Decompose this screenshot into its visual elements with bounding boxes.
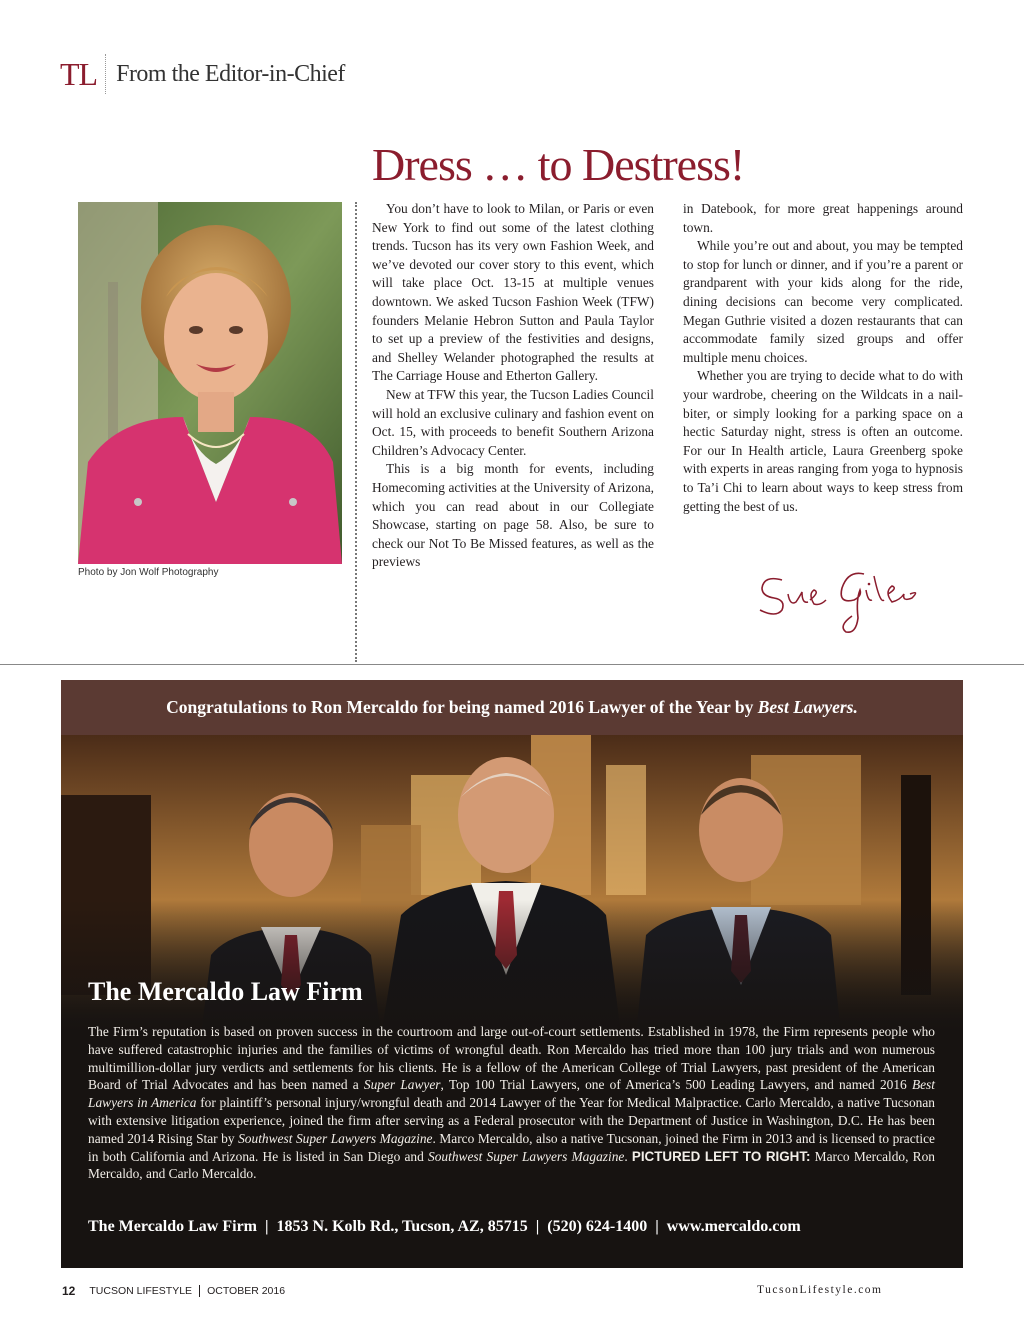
page-number: 12: [62, 1284, 76, 1298]
law-firm-advertisement: [61, 680, 963, 1268]
column-divider: [355, 202, 357, 662]
ad-text-emphasis: Super Lawyer: [363, 1077, 441, 1093]
contact-address: 1853 N. Kolb Rd., Tucson, AZ, 85715: [276, 1218, 528, 1235]
contact-separator: |: [655, 1218, 659, 1235]
paragraph: Whether you are trying to decide what to do with your wardrobe, cheering on the Wildcats in a nail-biter, or simply looking for a parking space on a hectic Saturday night, stress is often an outcome. For our In Health article, Laura Greenberg spoke with experts in areas ranging from yoga to hypnosis to Ta’i Chi to learn about ways to keep stress from getting the best of us.: [683, 368, 963, 514]
ad-body-text: [88, 1023, 935, 1183]
editor-signature: [752, 560, 922, 645]
ad-text: , Top 100 Trial Lawyers, one of America’s 500 Leading Lawyers, and named 2016: [440, 1077, 912, 1093]
contact-phone: (520) 624-1400: [547, 1218, 648, 1235]
ad-text: for plaintiff’s personal injury/wrongful death and 2014 Lawyer of the Year for Medical Malpractice. Carlo Mercaldo, a native Tucsonan with extensive litigation experience, joined the firm after serving as a Federal prosecutor with the Department of Justice in Washington, D.C. He has been named 2014 Rising Star by: [88, 1095, 935, 1146]
section-rule: [0, 664, 1024, 665]
ad-text: The Firm’s reputation is based on proven success in the courtroom and large out-of-court settlements. Established in 1978, the Firm represents people who have suffered catastrophic injuries and the families of victims of wrongful death. Ron Mercaldo has tried more than 100 jury trials and won numerous multimillion-dollar jury verdicts and settlements for his clients. He is a fellow of the American College of Trial Lawyers, past president of the American Board of Trial Advocates and has been named a: [88, 1024, 935, 1093]
ad-firm-name: The Mercaldo Law Firm: [88, 977, 363, 1006]
ad-text-emphasis: Best Lawyers in America: [88, 1077, 935, 1111]
contact-separator: |: [265, 1218, 269, 1235]
contact-website[interactable]: www.mercaldo.com: [666, 1218, 801, 1235]
editor-photo: [78, 202, 342, 564]
header-divider: [105, 54, 106, 94]
issue-date: OCTOBER 2016: [207, 1285, 286, 1297]
paragraph: in Datebook, for more great happenings around town.: [683, 201, 963, 235]
ad-banner-text: Congratulations to Ron Mercaldo for being named 2016 Lawyer of the Year by: [166, 697, 758, 717]
photo-credit: Photo by Jon Wolf Photography: [78, 567, 219, 578]
section-header: [60, 52, 345, 96]
paragraph: You don’t have to look to Milan, or Paris or even New York to find out some of the latest clothing trends. Tucson has its very own Fashion Week, and we’ve devoted our cover story to this event, which will take place Oct. 13-15 at multiple venues downtown. We asked Tucson Fashion Week (TFW) founders Melanie Hebron Sutton and Paula Taylor to set up a preview of the festivities and designs, and Shelley Welander photographed the results at The Carriage House and Etherton Gallery.: [372, 201, 654, 384]
footer-divider: [199, 1285, 200, 1297]
contact-firm: The Mercaldo Law Firm: [88, 1218, 258, 1235]
ad-text: .: [624, 1148, 632, 1164]
magazine-logo: TL: [60, 55, 98, 92]
ad-text: . Marco Mercaldo, also a native Tucsonan, joined the Firm in 2013 and is licensed to practice in both California and Arizona. He is listed in San Diego and: [88, 1130, 935, 1164]
pictured-names: Marco Mercaldo, Ron Mercaldo, and Carlo Mercaldo.: [88, 1148, 935, 1182]
paragraph: This is a big month for events, including Homecoming activities at the University of Arizona, which you can read about in our Collegiate Showcase, starting on page 58. Also, be sure to check our Not To Be Missed features, as well as the previews: [372, 461, 654, 570]
article-column-2: [683, 200, 963, 516]
page-footer: [62, 1284, 285, 1298]
ad-text-emphasis: Southwest Super Lawyers Magazine: [428, 1148, 625, 1164]
pictured-label: PICTURED LEFT TO RIGHT:: [631, 1148, 811, 1164]
magazine-name: TUCSON LIFESTYLE: [89, 1285, 193, 1297]
ad-text-emphasis: Southwest Super Lawyers Magazine: [238, 1130, 433, 1146]
paragraph: New at TFW this year, the Tucson Ladies Council will hold an exclusive culinary and fashion event on Oct. 15, with proceeds to benefit Southern Arizona Children’s Advocacy Center.: [372, 386, 654, 458]
paragraph: While you’re out and about, you may be tempted to stop for lunch or dinner, and if you’re a parent or grandparent with your kids along for the ride, dining decisions can become very complicated. Megan Guthrie visited a dozen restaurants that can accommodate family sized groups and offer multiple menu choices.: [683, 238, 963, 365]
article-headline: Dress … to Destress!: [372, 139, 745, 190]
footer-website[interactable]: TucsonLifestyle.com: [757, 1284, 883, 1296]
ad-contact-line: [88, 1218, 938, 1236]
article-column-1: [372, 200, 654, 572]
ad-banner: [61, 680, 963, 735]
section-title: From the Editor-in-Chief: [116, 60, 345, 87]
ad-banner-emphasis: Best Lawyers.: [757, 697, 858, 717]
contact-separator: |: [535, 1218, 540, 1235]
